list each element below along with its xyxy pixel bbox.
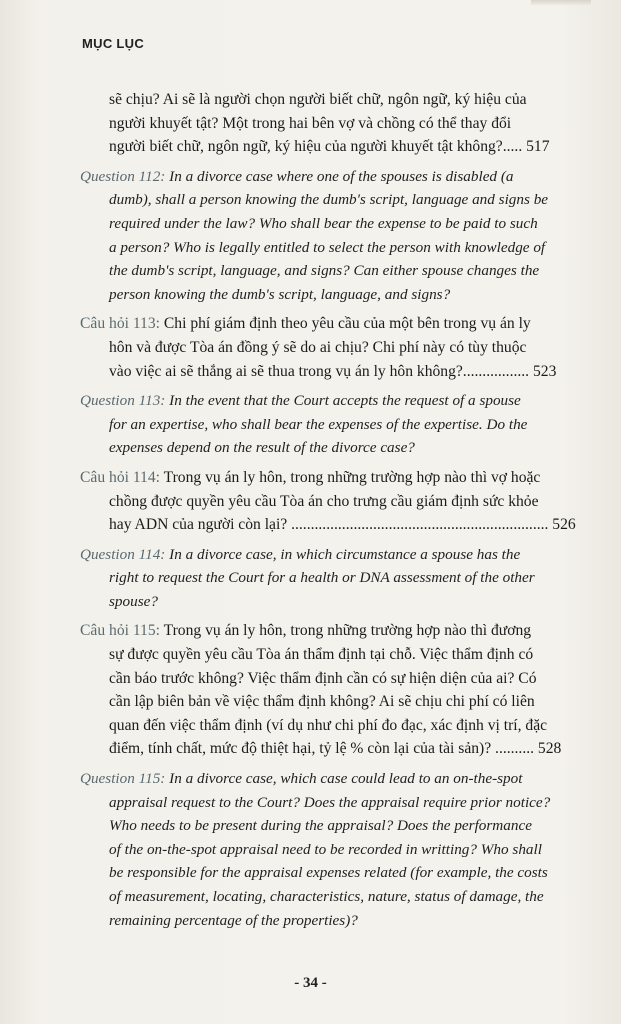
question-label: Câu hỏi 115: [80,622,160,640]
page-number: - 34 - [294,975,327,991]
toc-line: quan đến việc thẩm định (ví dụ như chi phí đo đạc, xác định vị trí, đặc [109,716,548,734]
toc-entry-en-112[interactable] [80,165,580,307]
toc-line: of the on-the-spot appraisal need to be recorded in writting? Who shall [109,840,542,858]
page-edge-shadow [531,0,591,6]
toc-entry-vi-114[interactable] [80,466,580,537]
question-label: Question 115: [80,770,166,788]
toc-entry-en-115[interactable] [80,767,580,932]
toc-line: Who needs to be present during the appraisal? Does the performance [109,817,532,835]
toc-line: right to request the Court for a health or DNA assessment of the other [109,569,535,587]
toc-line: điểm, tính chất, mức độ thiệt hại, tỷ lệ % còn lại của tài sản)? .......... 528 [109,740,562,758]
toc-line: appraisal request to the Court? Does the appraisal require prior notice? [109,793,551,811]
question-label: Câu hỏi 114: [80,468,160,486]
toc-line: cần báo trước không? Việc thẩm định cần có sự hiện diện của ai? Có [109,669,537,687]
toc-line: be responsible for the appraisal expenses related (for example, the costs [109,864,548,882]
toc-line: In a divorce case, in which circumstance a spouse has the [165,545,521,563]
toc-line: of measurement, locating, characteristics, nature, status of damage, the [109,888,544,905]
toc-line: a person? Who is legally entitled to select the person with knowledge of [109,238,546,256]
toc-line: for an expertise, who shall bear the expenses of the expertise. Do the [109,415,528,433]
toc-line: Chi phí giám định theo yêu cầu của một bên trong vụ án ly [160,315,531,333]
toc-line: người biết chữ, ngôn ngữ, ký hiệu của người khuyết tật không?..... 517 [109,138,550,156]
toc-line: remaining percentage of the properties)? [109,911,358,929]
toc-entry-vi-112-cont[interactable] [80,88,580,159]
toc-line: Trong vụ án ly hôn, trong những trường hợp nào thì vợ hoặc [160,468,541,486]
toc-line: spouse? [109,592,158,610]
toc-entry-en-114[interactable] [80,543,580,614]
toc-line: sự được quyền yêu cầu Tòa án thẩm định tại chỗ. Việc thẩm định có [109,646,534,664]
toc-content [80,88,580,938]
toc-line: In a divorce case where one of the spouses is disabled (a [165,167,514,185]
toc-line: expenses depend on the result of the divorce case? [109,439,415,457]
question-label: Question 112: [80,167,166,185]
toc-line: người khuyết tật? Một trong hai bên vợ và chồng có thể thay đổi [109,114,512,132]
toc-line: the dumb's script, language, and signs? Can either spouse changes the [109,262,540,280]
toc-line: In a divorce case, which case could lead to an on-the-spot [165,770,523,788]
toc-line: dumb), shall a person knowing the dumb's script, language and signs be [109,191,549,209]
toc-line: Trong vụ án ly hôn, trong những trường hợp nào thì đương [160,622,532,640]
toc-line: required under the law? Who shall bear the expense to be paid to such [109,214,538,232]
toc-line: vào việc ai sẽ thắng ai sẽ thua trong vụ án ly hôn không?................. 523 [109,362,557,380]
toc-line: cần lập biên bản về việc thẩm định không? Ai sẽ chịu chi phí có liên [109,693,535,711]
toc-line: chồng được quyền yêu cầu Tòa án cho trưng cầu giám định sức khỏe [109,492,539,510]
toc-line: person knowing the dumb's script, language, and signs? [109,285,451,303]
question-label: Câu hỏi 113: [80,315,160,333]
question-label: Question 113: [80,392,166,410]
toc-line: hay ADN của người còn lại? .................................................................. 526 [109,516,576,534]
toc-entry-vi-115[interactable] [80,619,580,761]
question-label: Question 114: [80,545,166,563]
toc-entry-vi-113[interactable] [80,312,580,383]
toc-line: In the event that the Court accepts the request of a spouse [165,392,521,410]
toc-entry-en-113[interactable] [80,389,580,460]
toc-line: hôn và được Tòa án đồng ý sẽ do ai chịu? Chi phí này có tùy thuộc [109,338,527,356]
toc-line: sẽ chịu? Ai sẽ là người chọn người biết chữ, ngôn ngữ, ký hiệu của [109,91,527,108]
running-head: MỤC LỤC [82,36,145,51]
